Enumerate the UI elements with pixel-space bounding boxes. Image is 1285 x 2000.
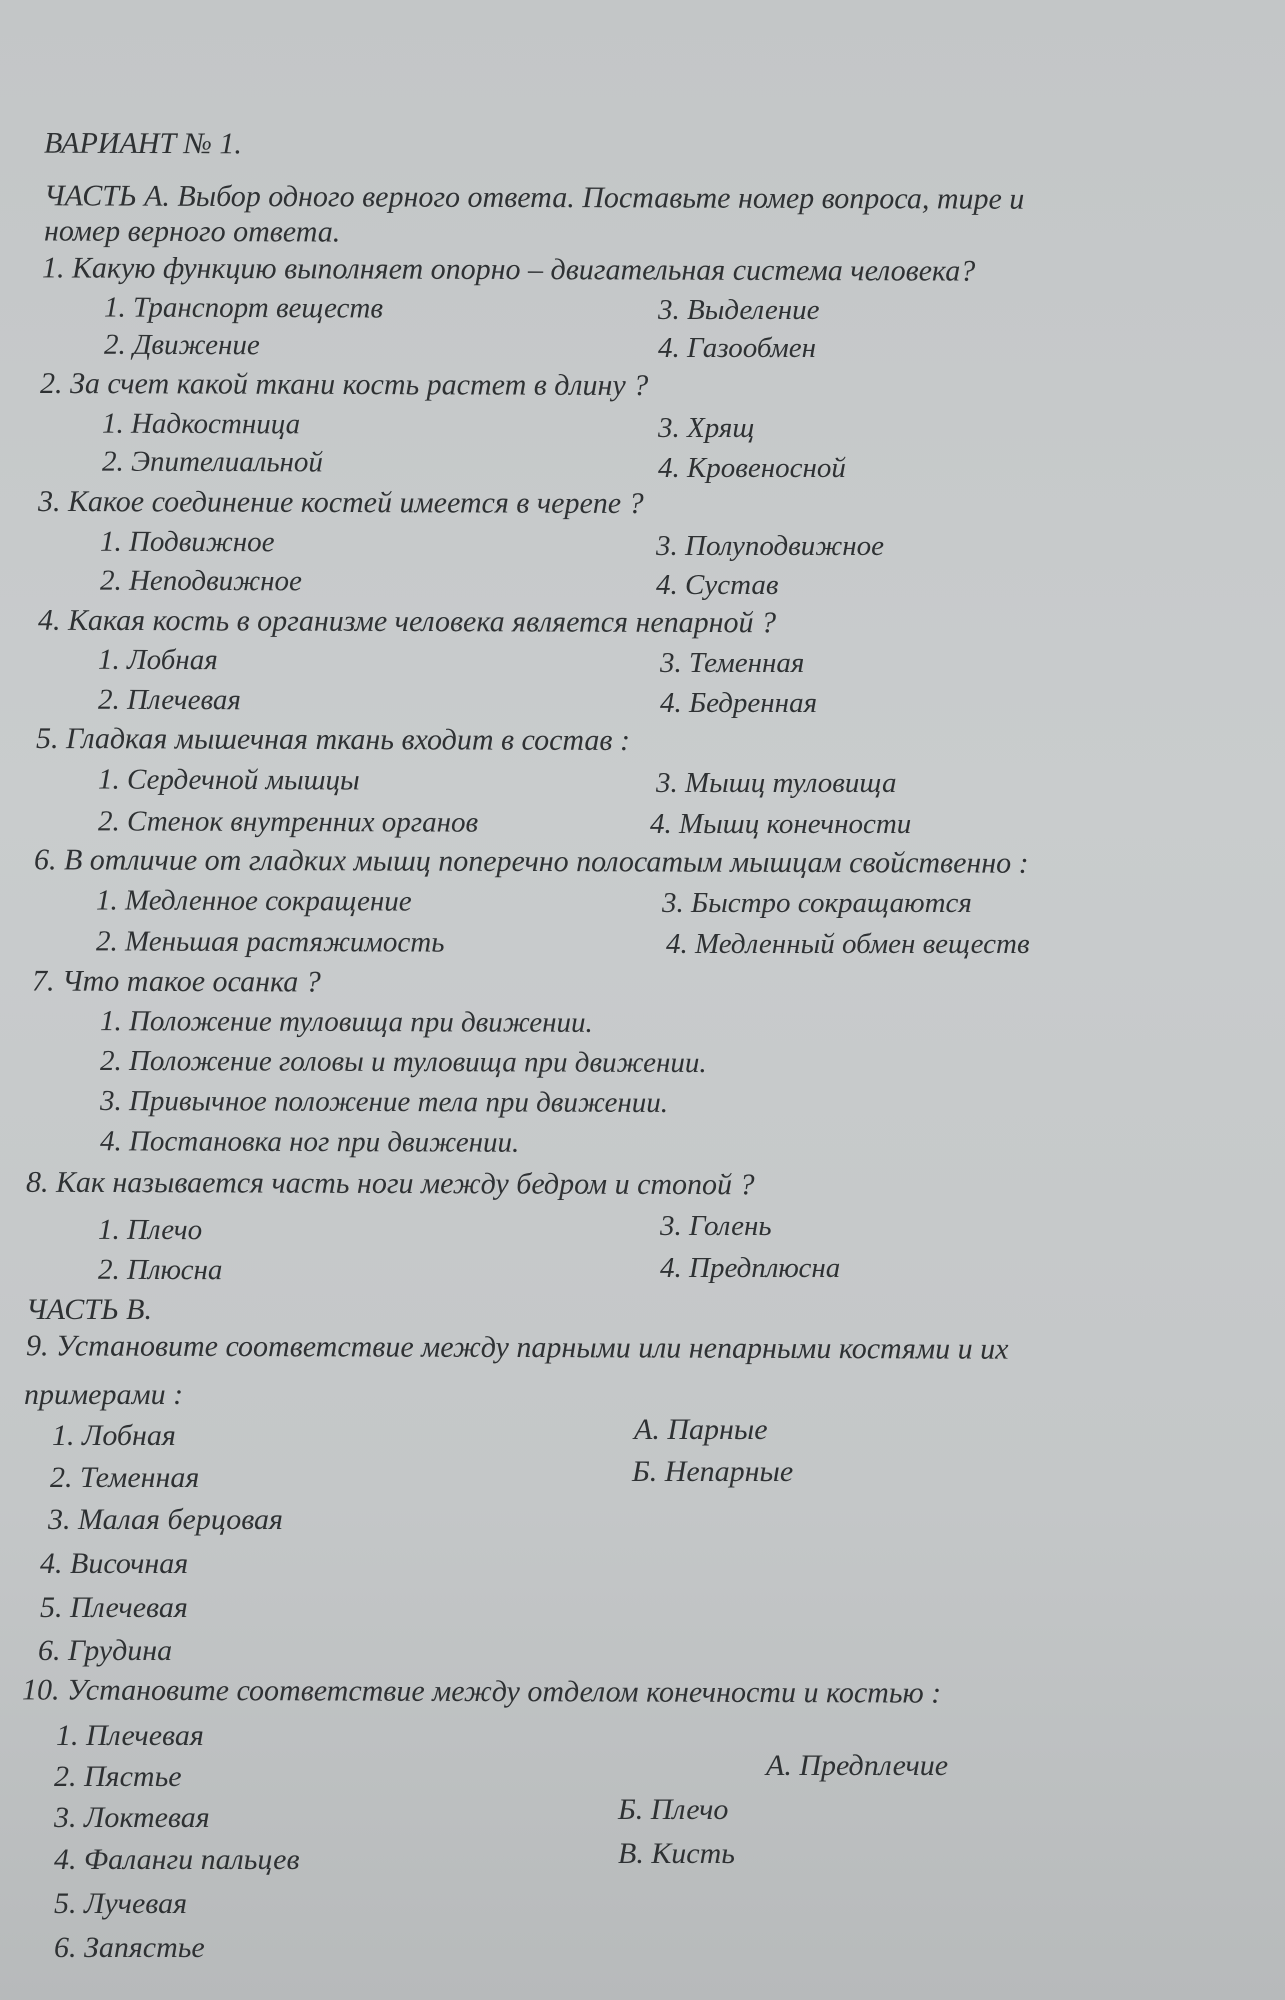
q10-item-3: 3. Локтевая	[54, 1801, 210, 1834]
q10-category-b: Б. Плечо	[618, 1793, 729, 1826]
q9-item-3: 3. Малая берцовая	[48, 1503, 283, 1536]
q1-option-4: 4. Газообмен	[658, 332, 817, 364]
q6-option-1: 1. Медленное сокращение	[95, 884, 412, 918]
q3-option-4: 4. Сустав	[656, 569, 779, 601]
q3-option-3: 3. Полуподвижное	[656, 530, 884, 562]
q2-option-1: 1. Надкостница	[101, 407, 301, 441]
q4-option-4: 4. Бедренная	[660, 687, 818, 719]
q1-option-3: 3. Выделение	[658, 294, 820, 326]
question-1: 1. Какую функцию выполняет опорно – двигательная система человека?	[41, 251, 976, 288]
q7-option-2: 2. Положение головы и туловища при движении.	[99, 1044, 707, 1080]
q10-item-4: 4. Фаланги пальцев	[54, 1843, 300, 1876]
q10-item-5: 5. Лучевая	[54, 1887, 188, 1920]
part-b-title: ЧАСТЬ В.	[26, 1293, 152, 1326]
q6-option-3: 3. Быстро сокращаются	[662, 887, 972, 919]
q9-item-5: 5. Плечевая	[40, 1591, 188, 1624]
question-6: 6. В отличие от гладких мышц поперечно полосатым мышцам свойственно :	[33, 843, 1029, 880]
q1-option-2: 2. Движение	[103, 328, 260, 362]
q5-option-1: 1. Сердечной мышцы	[97, 763, 360, 797]
question-8: 8. Как называется часть ноги между бедром и стопой ?	[25, 1165, 755, 1202]
q2-option-4: 4. Кровеносной	[658, 452, 846, 484]
question-4: 4. Какая кость в организме человека является непарной ?	[37, 603, 777, 640]
question-5: 5. Гладкая мышечная ткань входит в состав :	[35, 721, 631, 758]
q1-option-1: 1. Транспорт веществ	[103, 291, 384, 325]
part-a-instruction: номер верного ответа.	[43, 214, 341, 249]
q9-category-a: А. Парные	[634, 1413, 768, 1446]
variant-title: ВАРИАНТ № 1.	[43, 126, 243, 161]
q10-category-a: А. Предплечие	[766, 1749, 949, 1782]
q9-item-6: 6. Грудина	[38, 1634, 173, 1667]
q8-option-3: 3. Голень	[660, 1210, 772, 1242]
q7-option-4: 4. Постановка ног при движении.	[99, 1125, 520, 1159]
q10-category-c: В. Кисть	[618, 1837, 735, 1870]
q7-option-3: 3. Привычное положение тела при движении.	[99, 1085, 669, 1119]
q5-option-4: 4. Мышц конечности	[650, 808, 912, 840]
q6-option-4: 4. Медленный обмен веществ	[666, 928, 1030, 960]
q3-option-1: 1. Подвижное	[99, 525, 275, 559]
q9-category-b: Б. Непарные	[632, 1455, 794, 1488]
q5-option-3: 3. Мышц туловища	[656, 767, 897, 799]
part-a-instruction: ЧАСТЬ А. Выбор одного верного ответа. Поставьте номер вопроса, тире и	[43, 179, 1025, 216]
question-2: 2. За счет какой ткани кость растет в длину ?	[39, 366, 649, 403]
q10-item-6: 6. Запястье	[54, 1931, 205, 1964]
q4-option-1: 1. Лобная	[97, 643, 218, 677]
q3-option-2: 2. Неподвижное	[99, 564, 302, 598]
q8-option-4: 4. Предплюсна	[660, 1252, 841, 1284]
q7-option-1: 1. Положение туловища при движении.	[99, 1005, 593, 1039]
question-9: примерами :	[24, 1378, 184, 1411]
question-9: 9. Установите соответствие между парными или непарными костями и их	[25, 1329, 1009, 1366]
q2-option-2: 2. Эпителиальной	[101, 445, 324, 479]
q4-option-3: 3. Теменная	[660, 647, 805, 679]
question-10: 10. Установите соответствие между отделом конечности и костью :	[21, 1673, 942, 1710]
q4-option-2: 2. Плечевая	[97, 683, 241, 717]
question-3: 3. Какое соединение костей имеется в черепе ?	[37, 484, 644, 521]
question-7: 7. Что такое осанка ?	[31, 964, 321, 999]
q9-item-4: 4. Височная	[40, 1547, 189, 1580]
q9-item-1: 1. Лобная	[52, 1419, 176, 1452]
q6-option-2: 2. Меньшая растяжимость	[95, 925, 445, 959]
q8-option-2: 2. Плюсна	[97, 1253, 223, 1287]
q10-item-1: 1. Плечевая	[56, 1719, 204, 1752]
q5-option-2: 2. Стенок внутренних органов	[97, 805, 479, 839]
q10-item-2: 2. Пястье	[54, 1760, 182, 1793]
q2-option-3: 3. Хрящ	[658, 412, 755, 444]
q8-option-1: 1. Плечо	[97, 1213, 203, 1247]
q9-item-2: 2. Теменная	[50, 1461, 200, 1494]
